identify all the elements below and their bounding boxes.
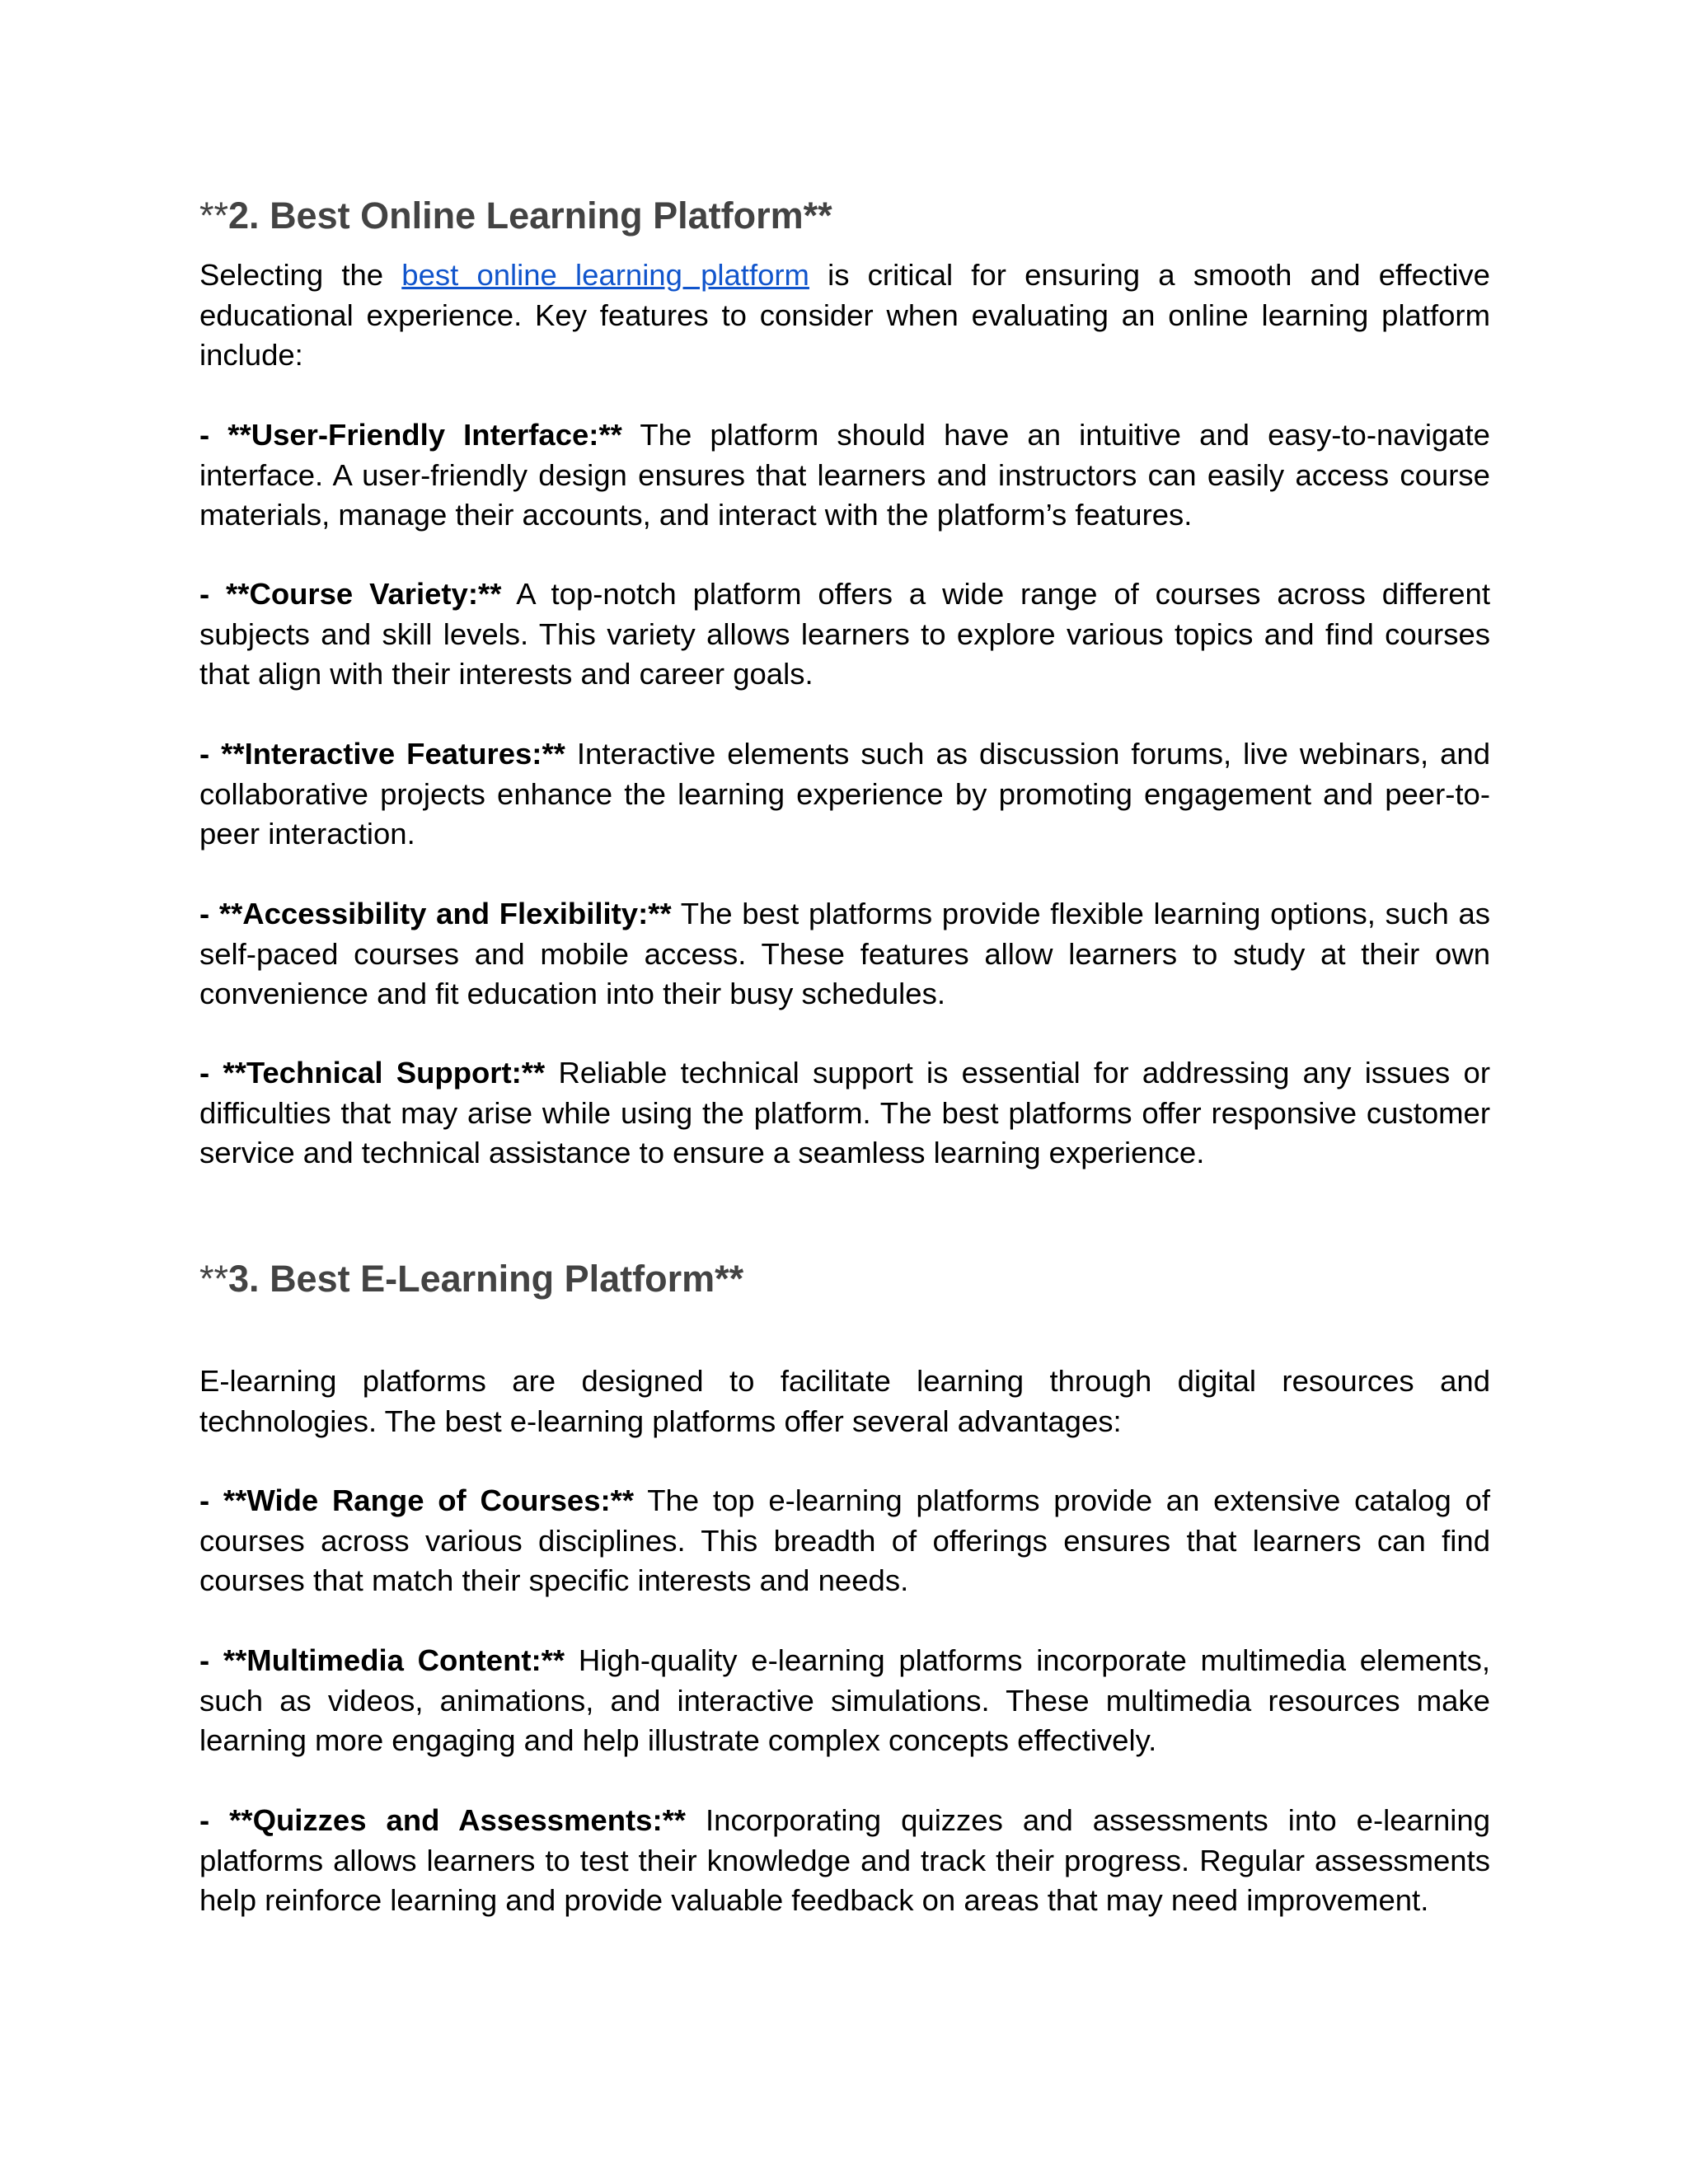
section-3-item-quizzes — [199, 1801, 1490, 1921]
section-2-intro-after: is critical for ensuring a smooth and effective educational experience. Key features to consider when evaluating an online learning platform include: — [199, 258, 1490, 372]
section-2-item-course-variety — [199, 574, 1490, 695]
item-text: The best platforms provide flexible learning options, such as self-paced courses and mobile access. These features allow learners to study at their own convenience and fit education into their busy schedules. — [199, 897, 1490, 1010]
section-3-item-wide-range — [199, 1481, 1490, 1601]
section-2-heading-stars-open: ** — [199, 194, 229, 237]
item-label: - **Course Variety:** — [199, 577, 502, 611]
item-label: - **Accessibility and Flexibility:** — [199, 897, 672, 930]
item-label: - **User-Friendly Interface:** — [199, 418, 622, 452]
item-text: Interactive elements such as discussion forums, live webinars, and collaborative projects enhance the learning experience by promoting engagement and peer-to-peer interaction. — [199, 737, 1490, 851]
section-3-heading-stars-open: ** — [199, 1258, 229, 1300]
item-label: - **Interactive Features:** — [199, 737, 565, 771]
section-2-item-technical-support — [199, 1053, 1490, 1174]
item-text: The top e-learning platforms provide an extensive catalog of courses across various disciplines. This breadth of offerings ensures that learners can find courses that match their specific interests and needs. — [199, 1483, 1490, 1597]
section-3-heading-text: 3. Best E-Learning Platform — [228, 1258, 715, 1300]
section-2-item-user-friendly — [199, 415, 1490, 536]
item-label: - **Technical Support:** — [199, 1056, 546, 1090]
section-2-heading-text: 2. Best Online Learning Platform — [228, 194, 804, 237]
item-label: - **Wide Range of Courses:** — [199, 1483, 635, 1517]
item-label: - **Quizzes and Assessments:** — [199, 1803, 687, 1837]
item-text: Reliable technical support is essential for addressing any issues or difficulties that may arise while using the platform. The best platforms offer responsive customer service and technical assistance to ensure a seamless learning experience. — [199, 1056, 1490, 1169]
section-2-heading — [199, 193, 1490, 239]
item-text: High-quality e-learning platforms incorporate multimedia elements, such as videos, animations, and interactive simulations. These multimedia resources make learning more engaging and help illustrate complex concepts effectively. — [199, 1643, 1490, 1757]
section-2-heading-stars-close: ** — [803, 194, 832, 237]
section-2-item-interactive-features — [199, 734, 1490, 855]
item-label: - **Multimedia Content:** — [199, 1643, 565, 1677]
section-2-item-accessibility — [199, 894, 1490, 1015]
item-text: Incorporating quizzes and assessments into e-learning platforms allows learners to test their knowledge and track their progress. Regular assessments help reinforce learning and provide valuable feedback on areas that may need improvement. — [199, 1803, 1491, 1917]
section-3-heading-stars-close: ** — [715, 1258, 744, 1300]
item-text: The platform should have an intuitive and easy-to-navigate interface. A user-friendly design ensures that learners and instructors can easily access course materials, manage their accounts, and interact with the platform’s features. — [199, 418, 1490, 532]
section-2-intro — [199, 255, 1490, 376]
section-3-item-multimedia — [199, 1641, 1490, 1761]
section-3-intro: E-learning platforms are designed to facilitate learning through digital resources and technologies. The best e-learning platforms offer several advantages: — [199, 1364, 1490, 1438]
section-3-heading — [199, 1256, 1490, 1302]
section-2-intro-before: Selecting the — [199, 258, 402, 292]
item-text: A top-notch platform offers a wide range of courses across different subjects and skill levels. This variety allows learners to explore various topics and find courses that align with their interests and career goals. — [199, 577, 1490, 691]
best-online-learning-platform-link[interactable]: best online learning platform — [401, 258, 809, 292]
